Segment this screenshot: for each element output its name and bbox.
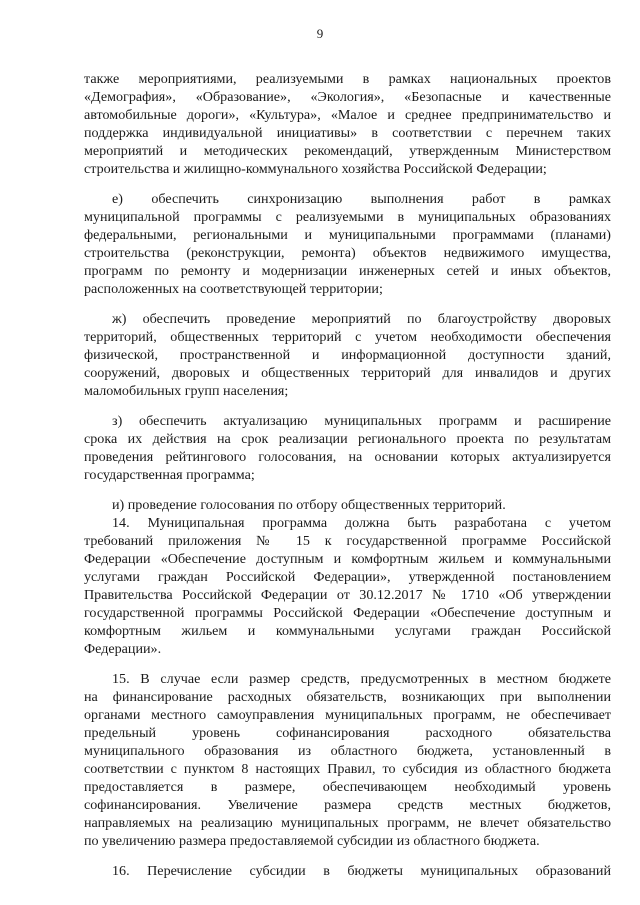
text-line: поддержка индивидуальной инициативы» в соответствии с перечнем таких [84, 125, 611, 141]
text-line: предельный уровень софинансирования расходного обязательства [84, 725, 611, 741]
text-line: по увеличению размера предоставляемой субсидии из областного бюджета. [84, 833, 540, 849]
text-line: срока их действия на срок реализации регионального проекта по результатам [84, 431, 611, 447]
text-line: проведения рейтингового голосования, на основании которых актуализируется [84, 449, 611, 465]
text-line: требований приложения № 15 к государственной программе Российской [84, 533, 611, 549]
text-line: софинансирования. Увеличение размера средств местных бюджетов, [84, 797, 611, 813]
text-line: строительства (реконструкции, ремонта) объектов недвижимого имущества, [84, 245, 611, 261]
text-line: программ по ремонту и модернизации инженерных сетей и иных объектов, [84, 263, 611, 279]
text-line: также мероприятиями, реализуемыми в рамках национальных проектов [84, 71, 611, 87]
text-line: 16. Перечисление субсидии в бюджеты муниципальных образований [112, 863, 611, 879]
text-line: ж) обеспечить проведение мероприятий по благоустройству дворовых [112, 311, 611, 327]
text-line: Правительства Российской Федерации от 30.12.2017 № 1710 «Об утверждении [84, 587, 611, 603]
text-line: «Демография», «Образование», «Экология», «Безопасные и качественные [84, 89, 611, 105]
text-line: 15. В случае если размер средств, предусмотренных в местном бюджете [112, 671, 611, 687]
text-line: территорий, общественных территорий с учетом необходимости обеспечения [84, 329, 611, 345]
text-line: направляемых на реализацию муниципальных программ, не влечет обязательство [84, 815, 611, 831]
text-line: маломобильных групп населения; [84, 383, 289, 399]
text-line: федеральными, региональными и муниципальными программами (планами) [84, 227, 611, 243]
text-line: на финансирование расходных обязательств, возникающих при выполнении [84, 689, 611, 705]
text-line: Федерации «Обеспечение доступным и комфортным жильем и коммунальными [84, 551, 611, 567]
text-line: з) обеспечить актуализацию муниципальных программ и расширение [112, 413, 611, 429]
text-line: муниципальной программы с реализуемыми в муниципальных образованиях [84, 209, 611, 225]
text-line: автомобильные дороги», «Культура», «Малое и среднее предпринимательство и [84, 107, 611, 123]
text-line: и) проведение голосования по отбору общественных территорий. [112, 497, 506, 513]
text-line: соответствии с пунктом 8 настоящих Правил, то субсидия из областного бюджета [84, 761, 611, 777]
text-line: е) обеспечить синхронизацию выполнения работ в рамках [112, 191, 611, 207]
text-line: государственной программы Российской Федерации «Обеспечение доступным и [84, 605, 611, 621]
text-line: муниципального образования из областного бюджета, установленный в [84, 743, 611, 759]
text-line: комфортным жильем и коммунальными услугами граждан Российской [84, 623, 611, 639]
text-line: органами местного самоуправления муниципальных программ, не обеспечивает [84, 707, 611, 723]
text-line: сооружений, дворовых и общественных территорий для инвалидов и других [84, 365, 611, 381]
text-line: Федерации». [84, 641, 162, 657]
text-line: государственная программа; [84, 467, 255, 483]
text-line: мероприятий и методических рекомендаций, утвержденным Министерством [84, 143, 611, 159]
text-line: расположенных на соответствующей территории; [84, 281, 383, 297]
page-number: 9 [316, 26, 324, 41]
text-line: услугами граждан Российской Федерации», утвержденной постановлением [84, 569, 611, 585]
text-line: 14. Муниципальная программа должна быть разработана с учетом [112, 515, 611, 531]
text-line: строительства и жилищно-коммунального хозяйства Российской Федерации; [84, 161, 547, 177]
text-line: предоставляется в размере, обеспечивающем необходимый уровень [84, 779, 611, 795]
text-line: физической, пространственной и информационной доступности зданий, [84, 347, 611, 363]
